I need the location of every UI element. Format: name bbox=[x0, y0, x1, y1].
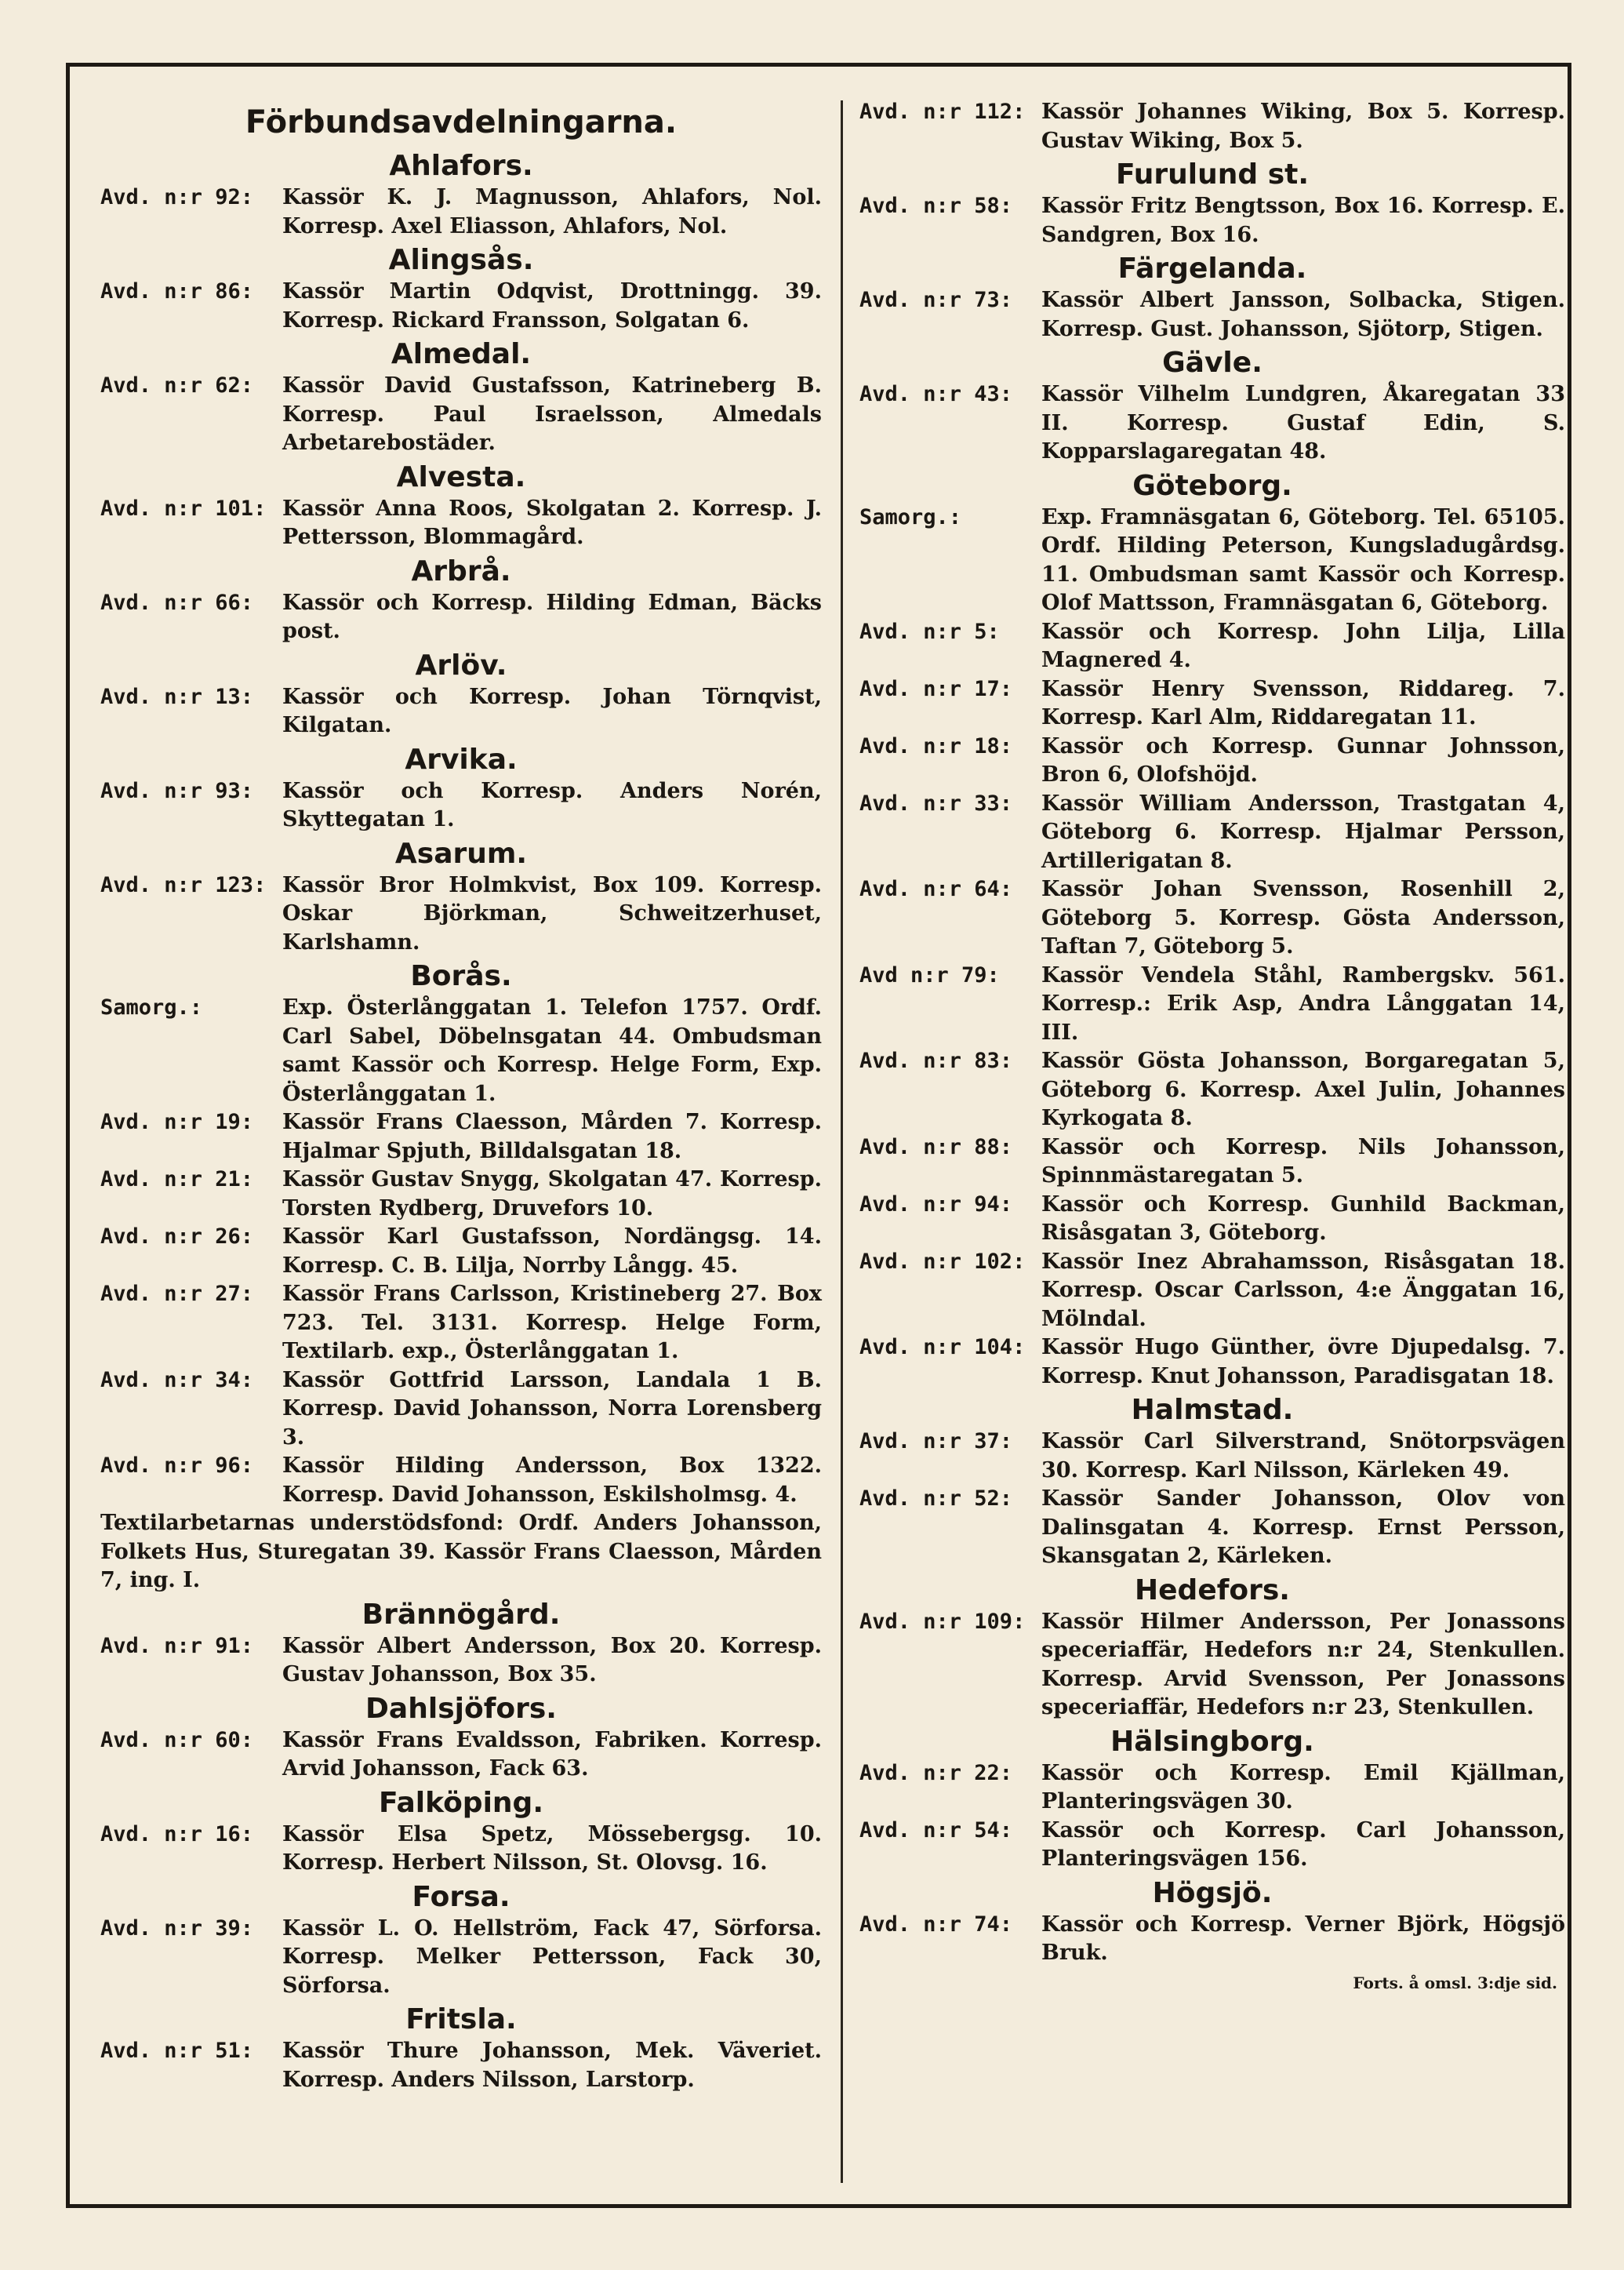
town-section bbox=[100, 1692, 822, 1784]
town-section bbox=[859, 1573, 1565, 1723]
branch-entry bbox=[100, 683, 822, 740]
branch-number: Avd. n:r 73: bbox=[859, 288, 1013, 312]
branch-contacts: Kassör och Korresp. Hilding Edman, Bäcks post. bbox=[282, 590, 822, 643]
branch-entry bbox=[859, 1608, 1565, 1723]
branch-number: Avd. n:r 43: bbox=[859, 382, 1013, 406]
branch-contacts: Kassör Albert Jansson, Solbacka, Stigen. Korresp. Gust. Johansson, Sjötorp, Stigen. bbox=[1041, 288, 1565, 341]
branch-number: Avd. n:r 86: bbox=[100, 279, 254, 304]
branch-number: Avd. n:r 58: bbox=[859, 194, 1013, 218]
branch-number: Samorg.: bbox=[859, 504, 962, 529]
branch-number: Avd. n:r 64: bbox=[859, 877, 1013, 901]
branch-entry bbox=[100, 1366, 822, 1453]
branch-entry bbox=[859, 1333, 1565, 1391]
branch-contacts: Kassör William Andersson, Trastgatan 4, Göteborg 6. Korresp. Hjalmar Persson, Artillerigatan 8. bbox=[1041, 791, 1565, 873]
town-section bbox=[859, 1393, 1565, 1571]
branch-contacts: Kassör Hilding Andersson, Box 1322. Korresp. David Johansson, Eskilsholmsg. 4. bbox=[282, 1453, 822, 1507]
branch-entry bbox=[100, 1280, 822, 1366]
branch-contacts: Kassör Inez Abrahamsson, Risåsgatan 18. Korresp. Oscar Carlsson, 4:e Änggatan 16, Mölndal. bbox=[1041, 1249, 1565, 1331]
town-heading: Arlöv. bbox=[415, 649, 507, 682]
branch-contacts: Kassör David Gustafsson, Katrineberg B. Korresp. Paul Israelsson, Almedals Arbetarebostäder. bbox=[282, 373, 822, 455]
branch-number: Avd. n:r 16: bbox=[100, 1821, 254, 1846]
branch-contacts: Kassör Hugo Günther, övre Djupedalsg. 7. Korresp. Knut Johansson, Paradisgatan 18. bbox=[1041, 1335, 1565, 1388]
town-heading: Ahlafors. bbox=[389, 150, 533, 182]
town-section bbox=[100, 649, 822, 740]
branch-number: Avd. n:r 96: bbox=[100, 1453, 254, 1478]
town-section bbox=[100, 1880, 822, 2001]
branch-number: Avd. n:r 19: bbox=[100, 1110, 254, 1134]
town-section bbox=[100, 243, 822, 335]
branch-number: Avd. n:r 62: bbox=[100, 373, 254, 398]
branch-contacts: Exp. Framnäsgatan 6, Göteborg. Tel. 65105. Ordf. Hilding Peterson, Kungsladugårdsg. 11. Ombudsman samt Kassör och Korresp. Olof Mattsson, Framnäsgatan 6, Göteborg. bbox=[1041, 504, 1565, 615]
branch-contacts: Exp. Österlånggatan 1. Telefon 1757. Ordf. Carl Sabel, Döbelnsgatan 44. Ombudsman samt Kassör och Korresp. Helge Form, Exp. Österlånggatan 1. bbox=[282, 995, 822, 1106]
town-heading: Brännögård. bbox=[361, 1598, 561, 1631]
town-heading: Asarum. bbox=[394, 837, 528, 870]
branch-number: Avd. n:r 112: bbox=[859, 100, 1026, 124]
branch-number: Samorg.: bbox=[100, 995, 203, 1020]
branch-number: Avd. n:r 92: bbox=[100, 185, 254, 209]
branch-entry bbox=[859, 286, 1565, 344]
branch-entry bbox=[859, 1759, 1565, 1817]
branch-number: Avd. n:r 60: bbox=[100, 1727, 254, 1752]
town-heading: Falköping. bbox=[378, 1786, 543, 1819]
branch-entry bbox=[100, 1452, 822, 1509]
branch-entry bbox=[100, 589, 822, 646]
town-section bbox=[100, 337, 822, 458]
branch-number: Avd. n:r 37: bbox=[859, 1429, 1013, 1453]
branch-number: Avd. n:r 104: bbox=[859, 1335, 1026, 1359]
branch-entry bbox=[859, 1133, 1565, 1191]
branch-contacts: Kassör K. J. Magnusson, Ahlafors, Nol. Korresp. Axel Eliasson, Ahlafors, Nol. bbox=[282, 185, 822, 238]
branch-number: Avd. n:r 22: bbox=[859, 1760, 1013, 1785]
branch-contacts: Kassör Vendela Ståhl, Rambergskv. 561. Korresp.: Erik Asp, Andra Långgatan 14, III. bbox=[1041, 962, 1565, 1045]
branch-number: Avd. n:r 102: bbox=[859, 1249, 1026, 1274]
town-heading: Gävle. bbox=[1162, 347, 1263, 379]
town-heading: Dahlsjöfors. bbox=[365, 1692, 557, 1725]
town-section bbox=[100, 460, 822, 552]
branch-entry bbox=[859, 1817, 1565, 1874]
town-heading: Göteborg. bbox=[1132, 469, 1292, 502]
branch-number: Avd. n:r 5: bbox=[859, 619, 1000, 644]
town-heading: Fritsla. bbox=[405, 2003, 517, 2035]
branch-contacts: Kassör L. O. Hellström, Fack 47, Sörforsa. Korresp. Melker Pettersson, Fack 30, Sörforsa. bbox=[282, 1915, 822, 1998]
branch-contacts: Kassör Gottfrid Larsson, Landala 1 B. Korresp. David Johansson, Norra Lorensberg 3. bbox=[282, 1367, 822, 1450]
branch-entry bbox=[100, 994, 822, 1108]
column-divider bbox=[841, 100, 843, 2183]
branch-entry bbox=[100, 1166, 822, 1223]
branch-entry bbox=[859, 790, 1565, 876]
branch-contacts: Kassör Carl Silverstrand, Snötorpsvägen 30. Korresp. Karl Nilsson, Kärleken 49. bbox=[1041, 1429, 1565, 1482]
town-heading: Högsjö. bbox=[1152, 1876, 1273, 1909]
branch-entry bbox=[859, 962, 1565, 1048]
branch-contacts: Kassör Frans Carlsson, Kristineberg 27. Box 723. Tel. 3131. Korresp. Helge Form, Textilarb. exp., Österlånggatan 1. bbox=[282, 1282, 822, 1363]
branch-contacts: Kassör Karl Gustafsson, Nordängsg. 14. Korresp. C. B. Lilja, Norrby Långg. 45. bbox=[282, 1224, 822, 1278]
branch-entry bbox=[859, 504, 1565, 618]
branch-entry bbox=[859, 675, 1565, 733]
town-heading: Halmstad. bbox=[1131, 1394, 1294, 1426]
branch-contacts: Kassör Thure Johansson, Mek. Väveriet. Korresp. Anders Nilsson, Larstorp. bbox=[282, 2039, 822, 2092]
branch-number: Avd. n:r 13: bbox=[100, 684, 254, 709]
branch-entry bbox=[859, 380, 1565, 467]
branch-contacts: Kassör Sander Johansson, Olov von Dalinsgatan 4. Korresp. Ernst Persson, Skansgatan 2, Kärleken. bbox=[1041, 1486, 1565, 1568]
branch-contacts: Kassör och Korresp. Johan Törnqvist, Kilgatan. bbox=[282, 684, 822, 737]
branch-contacts: Kassör och Korresp. Gunhild Backman, Risåsgatan 3, Göteborg. bbox=[1041, 1191, 1565, 1245]
branch-number: Avd. n:r 39: bbox=[100, 1915, 254, 1941]
branch-entry bbox=[859, 1191, 1565, 1248]
right-sections bbox=[859, 98, 1565, 1968]
branch-contacts: Kassör Martin Odqvist, Drottningg. 39. Korresp. Rickard Fransson, Solgatan 6. bbox=[282, 279, 822, 333]
branch-number: Avd. n:r 27: bbox=[100, 1282, 254, 1306]
town-heading: Arbrå. bbox=[411, 555, 511, 588]
branch-entry bbox=[100, 1915, 822, 2001]
branch-number: Avd. n:r 91: bbox=[100, 1633, 254, 1658]
branch-contacts: Kassör Fritz Bengtsson, Box 16. Korresp. E. Sandgren, Box 16. bbox=[1041, 194, 1565, 247]
town-section bbox=[100, 1598, 822, 1690]
branch-contacts: Kassör Johan Svensson, Rosenhill 2, Göteborg 5. Korresp. Gösta Andersson, Taftan 7, Göteborg 5. bbox=[1041, 877, 1565, 959]
town-section bbox=[100, 743, 822, 835]
branch-contacts: Kassör och Korresp. John Lilja, Lilla Magnered 4. bbox=[1041, 619, 1565, 672]
branch-entry bbox=[859, 875, 1565, 962]
branch-number: Avd. n:r 94: bbox=[859, 1191, 1013, 1217]
town-section bbox=[859, 98, 1565, 155]
town-heading: Almedal. bbox=[391, 338, 532, 370]
branch-contacts: Kassör Hilmer Andersson, Per Jonassons speceriaffär, Hedefors n:r 24, Stenkullen. Korresp. Arvid Svensson, Per Jonassons speceriaffär, Hedefors n:r 23, Stenkullen. bbox=[1041, 1609, 1565, 1719]
branch-entry bbox=[859, 1047, 1565, 1133]
town-section bbox=[100, 2003, 822, 2094]
branch-number: Avd. n:r 66: bbox=[100, 590, 254, 615]
branch-number: Avd n:r 79: bbox=[859, 962, 1000, 988]
branch-entry bbox=[859, 1485, 1565, 1571]
town-heading: Arvika. bbox=[405, 743, 518, 776]
branch-entry bbox=[100, 1223, 822, 1280]
town-heading: Borås. bbox=[410, 960, 512, 992]
branch-contacts: Kassör Johannes Wiking, Box 5. Korresp. Gustav Wiking, Box 5. bbox=[1041, 100, 1565, 153]
town-heading: Alvesta. bbox=[396, 460, 526, 493]
town-section bbox=[859, 252, 1565, 344]
town-section bbox=[100, 555, 822, 646]
town-section bbox=[100, 1786, 822, 1878]
branch-entry bbox=[859, 98, 1565, 155]
branch-number: Avd. n:r 93: bbox=[100, 778, 254, 803]
branch-contacts: Kassör och Korresp. Carl Johansson, Planteringsvägen 156. bbox=[1041, 1817, 1565, 1871]
branch-number: Avd. n:r 18: bbox=[859, 733, 1013, 758]
branch-entry bbox=[100, 1632, 822, 1690]
town-heading: Forsa. bbox=[412, 1880, 510, 1913]
right-column bbox=[859, 98, 1565, 1995]
branch-number: Avd. n:r 74: bbox=[859, 1912, 1013, 1937]
town-section bbox=[859, 346, 1565, 467]
branch-entry bbox=[100, 1108, 822, 1166]
branch-number: Avd. n:r 34: bbox=[100, 1367, 254, 1392]
branch-number: Avd. n:r 51: bbox=[100, 2039, 254, 2063]
branch-entry bbox=[100, 184, 822, 241]
branch-number: Avd. n:r 83: bbox=[859, 1049, 1013, 1073]
branch-entry bbox=[100, 372, 822, 458]
branch-entry bbox=[859, 618, 1565, 675]
branch-contacts: Kassör och Korresp. Nils Johansson, Spinnmästaregatan 5. bbox=[1041, 1134, 1565, 1188]
branch-contacts: Kassör Frans Claesson, Mården 7. Korresp. Hjalmar Spjuth, Billdalsgatan 18. bbox=[282, 1110, 822, 1163]
branch-entry bbox=[100, 495, 822, 552]
town-section bbox=[100, 149, 822, 241]
branch-number: Avd. n:r 21: bbox=[100, 1167, 254, 1191]
page-title: Förbundsavdelningarna. bbox=[245, 104, 678, 140]
branch-entry bbox=[100, 871, 822, 958]
branch-number: Avd. n:r 101: bbox=[100, 496, 267, 521]
branch-contacts: Kassör Frans Evaldsson, Fabriken. Korresp. Arvid Johansson, Fack 63. bbox=[282, 1727, 822, 1781]
branch-contacts: Kassör Bror Holmkvist, Box 109. Korresp. Oskar Björkman, Schweitzerhuset, Karlshamn. bbox=[282, 872, 822, 955]
branch-number: Avd. n:r 52: bbox=[859, 1486, 1013, 1511]
town-heading: Hedefors. bbox=[1135, 1573, 1290, 1606]
branch-number: Avd. n:r 33: bbox=[859, 791, 1013, 816]
branch-contacts: Kassör Gustav Snygg, Skolgatan 47. Korresp. Torsten Rydberg, Druvefors 10. bbox=[282, 1167, 822, 1220]
town-section bbox=[859, 469, 1565, 1391]
town-section bbox=[100, 837, 822, 958]
branch-contacts: Kassör och Korresp. Verner Björk, Högsjö Bruk. bbox=[1041, 1912, 1565, 1965]
branch-entry bbox=[859, 192, 1565, 249]
town-heading: Hälsingborg. bbox=[1110, 1725, 1314, 1758]
town-heading: Färgelanda. bbox=[1117, 253, 1307, 285]
town-heading: Alingsås. bbox=[388, 244, 534, 276]
branch-number: Avd. n:r 17: bbox=[859, 676, 1013, 701]
town-section bbox=[100, 959, 822, 1595]
branch-entry bbox=[100, 1821, 822, 1878]
branch-contacts: Kassör Henry Svensson, Riddareg. 7. Korresp. Karl Alm, Riddaregatan 11. bbox=[1041, 676, 1565, 729]
branch-entry bbox=[859, 1911, 1565, 1968]
branch-contacts: Kassör Vilhelm Lundgren, Åkaregatan 33 II. Korresp. Gustaf Edin, S. Kopparslagaregatan 48. bbox=[1041, 382, 1565, 464]
branch-entry bbox=[100, 777, 822, 835]
branch-number: Avd. n:r 54: bbox=[859, 1817, 1013, 1843]
branch-number: Avd. n:r 88: bbox=[859, 1134, 1013, 1159]
branch-entry bbox=[859, 1248, 1565, 1334]
town-section bbox=[859, 1725, 1565, 1874]
branch-entry bbox=[100, 1726, 822, 1784]
branch-contacts: Kassör och Korresp. Anders Norén, Skyttegatan 1. bbox=[282, 778, 822, 831]
branch-entry bbox=[100, 278, 822, 335]
branch-entry bbox=[859, 1428, 1565, 1485]
town-section bbox=[859, 158, 1565, 249]
branch-contacts: Kassör Gösta Johansson, Borgaregatan 5, Göteborg 6. Korresp. Axel Julin, Johannes Kyrkogata 8. bbox=[1041, 1049, 1565, 1130]
branch-contacts: Kassör Anna Roos, Skolgatan 2. Korresp. J. Pettersson, Blommagård. bbox=[282, 496, 822, 549]
branch-contacts: Kassör Elsa Spetz, Mössebergsg. 10. Korresp. Herbert Nilsson, St. Olovsg. 16. bbox=[282, 1821, 822, 1875]
branch-contacts: Kassör Albert Andersson, Box 20. Korresp. Gustav Johansson, Box 35. bbox=[282, 1633, 822, 1686]
branch-number: Avd. n:r 109: bbox=[859, 1609, 1026, 1634]
continuation-note: Forts. å omsl. 3:dje sid. bbox=[1353, 1973, 1557, 1992]
left-sections bbox=[100, 149, 822, 2094]
branch-entry bbox=[859, 733, 1565, 790]
branch-contacts: Kassör och Korresp. Emil Kjällman, Planteringsvägen 30. bbox=[1041, 1760, 1565, 1813]
fund-note: Textilarbetarnas understödsfond: Ordf. Anders Johansson, Folkets Hus, Sturegatan 39. Kassör Frans Claesson, Mården 7, ing. I. bbox=[100, 1511, 822, 1592]
branch-contacts: Kassör och Korresp. Gunnar Johnsson, Bron 6, Olofshöjd. bbox=[1041, 733, 1565, 787]
town-section bbox=[859, 1876, 1565, 1968]
branch-number: Avd. n:r 26: bbox=[100, 1224, 254, 1249]
branch-entry bbox=[100, 2037, 822, 2094]
left-column bbox=[100, 98, 822, 2094]
branch-number: Avd. n:r 123: bbox=[100, 872, 267, 897]
town-heading: Furulund st. bbox=[1115, 158, 1310, 191]
